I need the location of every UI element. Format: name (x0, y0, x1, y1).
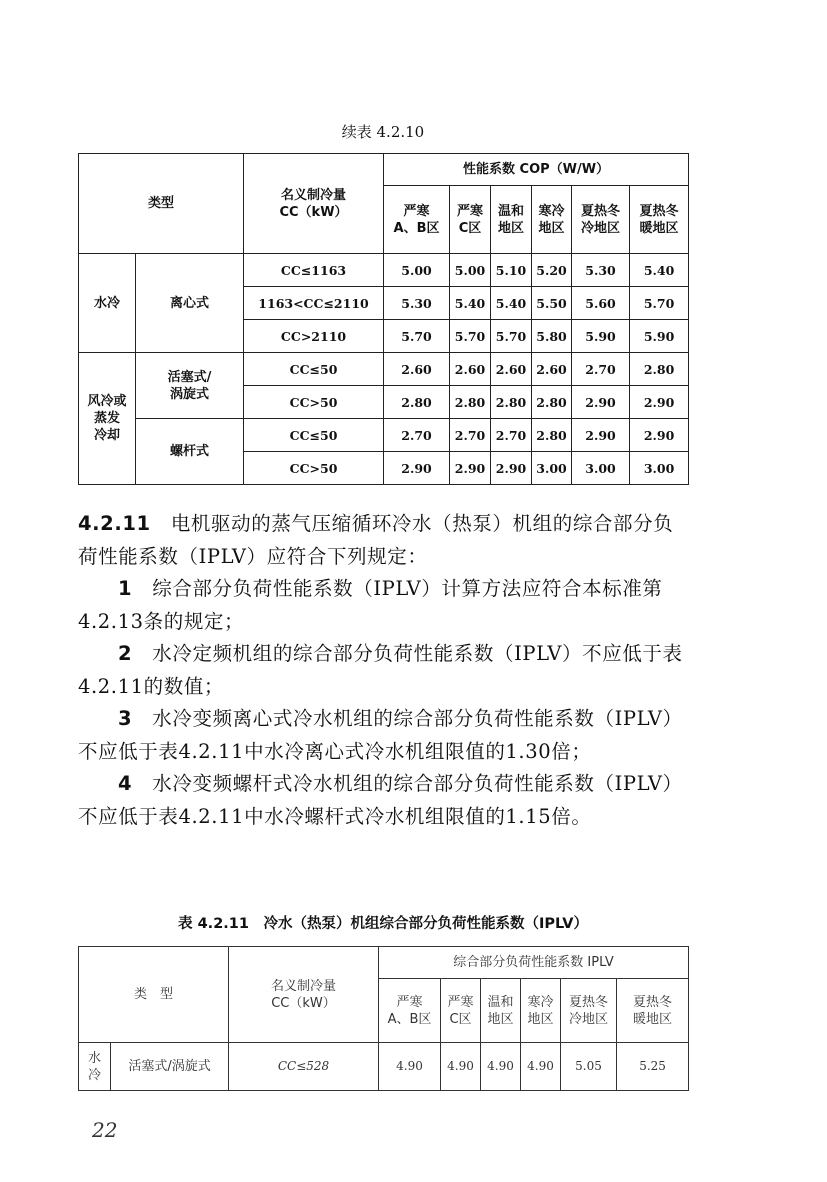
value-cell: 5.30 (384, 287, 450, 320)
header-zone-line1: 寒冷 (538, 203, 565, 219)
value-cell: 2.90 (572, 386, 630, 419)
header-cop: 性能系数 COP（W/W） (384, 154, 689, 186)
header-zone (441, 979, 481, 1043)
header-zone (384, 186, 450, 254)
group-air-line2: 蒸发 (93, 411, 120, 426)
header-zone-line1: 夏热冬 (569, 994, 609, 1010)
value-cell: 2.70 (491, 419, 532, 452)
group-piston-scroll (136, 353, 244, 419)
value-cell: 3.00 (532, 452, 572, 485)
header-zone-line2: 冷地区 (569, 1011, 609, 1027)
value-cell: 5.30 (572, 254, 630, 287)
value-cell: 2.80 (532, 419, 572, 452)
group-centrifugal: 离心式 (136, 254, 244, 353)
value-cell: 2.70 (384, 419, 450, 452)
value-cell: 2.80 (450, 386, 491, 419)
value-cell: 2.60 (532, 353, 572, 386)
header-zone (617, 979, 689, 1043)
header-zone-line1: 温和 (487, 994, 514, 1010)
cc-cell: CC≤1163 (244, 254, 384, 287)
value-cell: 2.90 (491, 452, 532, 485)
clause-item-text: 综合部分负荷性能系数（IPLV）计算方法应符合本标准第4.2.13条的规定； (78, 577, 663, 633)
clause-item-number: 4 (118, 772, 133, 795)
header-zone-line2: 暖地区 (639, 220, 679, 236)
clause-item-2 (78, 638, 690, 703)
group-air-evap (79, 353, 136, 485)
value-cell: 2.80 (384, 386, 450, 419)
header-zone-line1: 夏热冬 (633, 994, 673, 1010)
header-zone (630, 186, 689, 254)
clause-item-4 (78, 768, 690, 833)
header-zone-line1: 温和 (498, 203, 525, 219)
clause-item-number: 3 (118, 707, 133, 730)
value-cell: 2.80 (491, 386, 532, 419)
header-zone-line2: 暖地区 (633, 1011, 673, 1027)
header-zone-line2: 地区 (538, 220, 565, 236)
value-cell: 2.90 (572, 419, 630, 452)
value-cell: 4.90 (379, 1043, 441, 1091)
header-capacity-line1: 名义制冷量 (281, 187, 347, 203)
value-cell: 4.90 (521, 1043, 561, 1091)
cc-cell: CC≤528 (229, 1043, 379, 1091)
value-cell: 5.90 (572, 320, 630, 353)
value-cell: 2.80 (532, 386, 572, 419)
header-capacity-line2: CC（kW） (279, 204, 348, 220)
header-zone-line2: C区 (449, 1011, 472, 1027)
header-zone (521, 979, 561, 1043)
group-water: 水冷 (79, 254, 136, 353)
header-type: 类 型 (79, 947, 229, 1043)
page-number: 22 (92, 1118, 118, 1142)
cop-table (78, 153, 689, 485)
value-cell: 5.20 (532, 254, 572, 287)
clause-item-text: 水冷变频离心式冷水机组的综合部分负荷性能系数（IPLV）不应低于表4.2.11中水冷离心式冷水机组限值的1.30倍； (78, 707, 683, 763)
value-cell: 2.60 (384, 353, 450, 386)
group-water-line1: 水 (87, 1050, 101, 1066)
value-cell: 5.05 (561, 1043, 617, 1091)
header-zone-line1: 寒冷 (527, 994, 554, 1010)
value-cell: 5.10 (491, 254, 532, 287)
header-zone (379, 979, 441, 1043)
clause-body (78, 508, 690, 833)
group-screw: 螺杆式 (136, 419, 244, 485)
table-caption: 表 4.2.11 冷水（热泵）机组综合部分负荷性能系数（IPLV） (178, 916, 588, 932)
header-capacity-line1: 名义制冷量 (271, 978, 337, 994)
cc-cell: 1163<CC≤2110 (244, 287, 384, 320)
group-air-line1: 风冷或 (87, 394, 127, 409)
header-zone (561, 979, 617, 1043)
header-zone-line2: 冷地区 (581, 220, 621, 236)
group-air-line3: 冷却 (93, 428, 120, 443)
header-zone-line2: 地区 (527, 1011, 554, 1027)
value-cell: 5.40 (450, 287, 491, 320)
clause-item-text: 水冷定频机组的综合部分负荷性能系数（IPLV）不应低于表4.2.11的数值； (78, 642, 683, 698)
clause-item-1 (78, 573, 690, 638)
header-zone (532, 186, 572, 254)
header-zone (450, 186, 491, 254)
value-cell: 2.90 (384, 452, 450, 485)
iplv-table (78, 946, 689, 1091)
value-cell: 2.60 (450, 353, 491, 386)
value-cell: 2.80 (630, 353, 689, 386)
value-cell: 5.25 (617, 1043, 689, 1091)
value-cell: 5.70 (450, 320, 491, 353)
clause-item-text: 水冷变频螺杆式冷水机组的综合部分负荷性能系数（IPLV）不应低于表4.2.11中水冷螺杆式冷水机组限值的1.15倍。 (78, 772, 683, 828)
header-zone-line1: 严寒 (396, 994, 423, 1010)
clause-intro (78, 508, 690, 573)
value-cell: 4.90 (441, 1043, 481, 1091)
value-cell: 5.60 (572, 287, 630, 320)
cc-cell: CC>2110 (244, 320, 384, 353)
header-zone-line2: 地区 (487, 1011, 514, 1027)
header-zone (481, 979, 521, 1043)
value-cell: 3.00 (572, 452, 630, 485)
table-caption: 续表 4.2.10 (341, 123, 425, 141)
cc-cell: CC≤50 (244, 353, 384, 386)
value-cell: 5.90 (630, 320, 689, 353)
header-zone-line1: 严寒 (447, 994, 474, 1010)
header-zone-line1: 严寒 (403, 203, 430, 219)
value-cell: 5.40 (491, 287, 532, 320)
header-zone-line2: A、B区 (393, 220, 440, 236)
header-zone-line1: 夏热冬 (639, 203, 679, 219)
header-zone (572, 186, 630, 254)
header-zone (491, 186, 532, 254)
value-cell: 5.70 (491, 320, 532, 353)
value-cell: 5.00 (384, 254, 450, 287)
clause-number: 4.2.11 (78, 512, 151, 535)
value-cell: 5.70 (384, 320, 450, 353)
value-cell: 5.40 (630, 254, 689, 287)
kind-cell: 活塞式/涡旋式 (111, 1043, 229, 1091)
group-piston-line1: 活塞式/ (167, 369, 212, 385)
value-cell: 5.50 (532, 287, 572, 320)
value-cell: 5.80 (532, 320, 572, 353)
clause-item-number: 2 (118, 642, 133, 665)
header-zone-line1: 夏热冬 (581, 203, 621, 219)
clause-item-3 (78, 703, 690, 768)
cc-cell: CC>50 (244, 452, 384, 485)
header-capacity (229, 947, 379, 1043)
clause-item-number: 1 (118, 577, 133, 600)
header-zone-line1: 严寒 (457, 203, 484, 219)
value-cell: 2.90 (630, 419, 689, 452)
cc-cell: CC≤50 (244, 419, 384, 452)
header-capacity (244, 154, 384, 254)
value-cell: 2.90 (630, 386, 689, 419)
group-piston-line2: 涡旋式 (170, 386, 210, 402)
value-cell: 2.60 (491, 353, 532, 386)
value-cell: 5.00 (450, 254, 491, 287)
value-cell: 3.00 (630, 452, 689, 485)
value-cell: 5.70 (630, 287, 689, 320)
header-zone-line2: C区 (458, 220, 482, 236)
value-cell: 2.70 (572, 353, 630, 386)
group-water (79, 1043, 111, 1091)
header-iplv: 综合部分负荷性能系数 IPLV (379, 947, 689, 979)
cc-cell: CC>50 (244, 386, 384, 419)
header-capacity-line2: CC（kW） (271, 995, 336, 1011)
group-water-line2: 冷 (87, 1067, 101, 1083)
value-cell: 4.90 (481, 1043, 521, 1091)
header-zone-line2: 地区 (498, 220, 525, 236)
clause-intro-text: 电机驱动的蒸气压缩循环冷水（热泵）机组的综合部分负荷性能系数（IPLV）应符合下列规定： (78, 512, 674, 568)
value-cell: 2.70 (450, 419, 491, 452)
value-cell: 2.90 (450, 452, 491, 485)
header-zone-line2: A、B区 (387, 1011, 432, 1027)
header-type: 类型 (79, 154, 244, 254)
